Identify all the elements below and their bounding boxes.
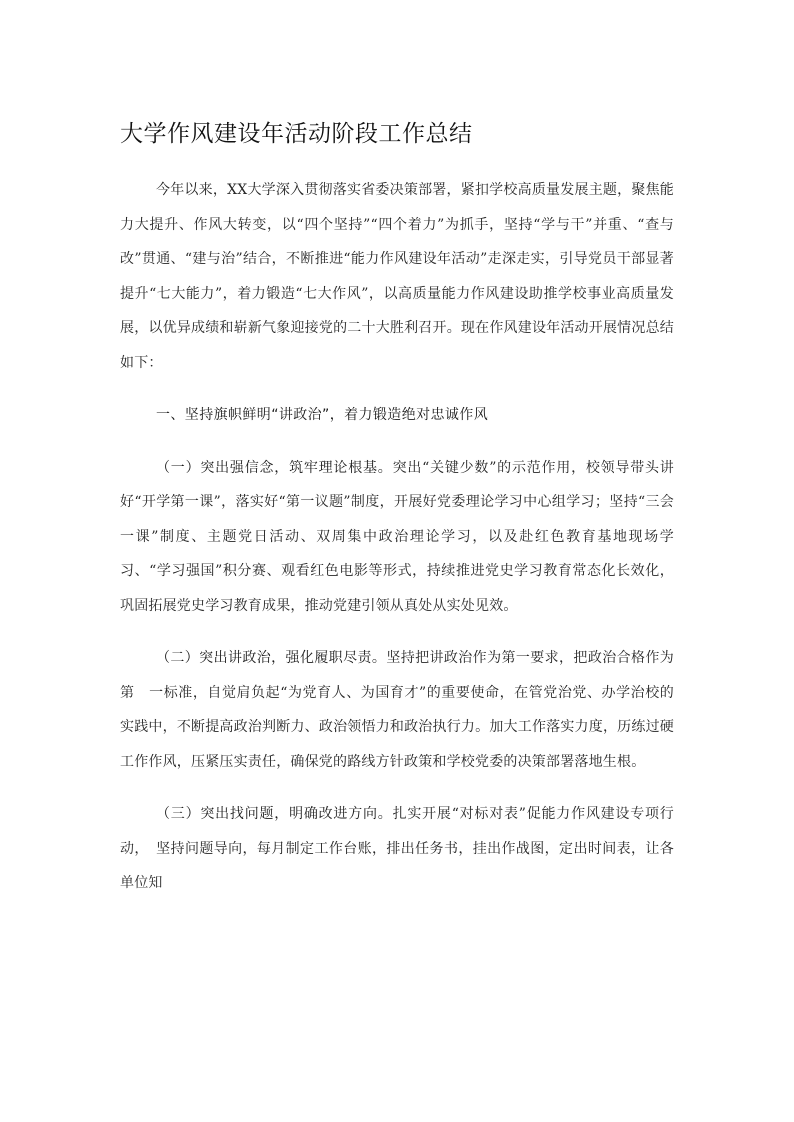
subsection-lead: （一）突出强信念，筑牢理论根基。 (156, 459, 393, 476)
intro-paragraph: 今年以来，XX大学深入贯彻落实省委决策部署，紧扣学校高质量发展主题，聚焦能力大提升、作风大转变，以“四个坚持”“四个着力”为抓手，坚持“学与干”并重、“查与改”贯通、“建与治”结合，不断推进“能力作风建设年活动”走深走实，引导党员干部显著提升“七大能力”，着力锻造“七大作风”，以高质量能力作风建设助推学校事业高质量发展，以优异成绩和崭新气象迎接党的二十大胜利召开。现在作风建设年活动开展情况总结如下： (120, 182, 674, 371)
subsection-body: 坚持把讲政治作为第一要求，把政治合格作为第 一标准，自觉肩负起“为党育人、为国育才”的重要使命，在管党治党、办学治校的实践中，不断提高政治判断力、政治领悟力和政治执行力。加大工作落实力度，历练过硬工作作风，压紧压实责任，确保党的路线方针政策和学校党委的决策部署落地生根。 (120, 650, 675, 770)
subsection-paragraph-1 (120, 451, 674, 624)
subsection-paragraph-3 (120, 797, 674, 901)
subsection-body: 突出“关键少数”的示范作用，校领导带头讲好“开学第一课”，落实好“第一议题”制度，开展好党委理论学习中心组学习；坚持“三会一课”制度、主题党日活动、双周集中政治理论学习，以及赴红色教育基地现场学习、“学习强国”积分赛、观看红色电影等形式，持续推进党史学习教育常态化长效化，巩固拓展党史学习教育成果，推动党建引领从真处从实处见效。 (120, 459, 674, 614)
document-title: 大学作风建设年活动阶段工作总结 (120, 121, 473, 147)
subsection-body: 扎实开展“对标对表”促能力作风建设专项行动， 坚持问题导向，每月制定工作台账，排出任务书，挂出作战图，定出时间表，让各单位知 (120, 806, 674, 891)
subsection-paragraph-2 (120, 641, 674, 779)
subsection-lead: （二）突出讲政治，强化履职尽责。 (156, 650, 387, 666)
section-heading: 一、坚持旗帜鲜明“讲政治”，着力锻造绝对忠诚作风 (156, 407, 489, 423)
subsection-lead: （三）突出找问题，明确改进方向。 (156, 806, 393, 822)
